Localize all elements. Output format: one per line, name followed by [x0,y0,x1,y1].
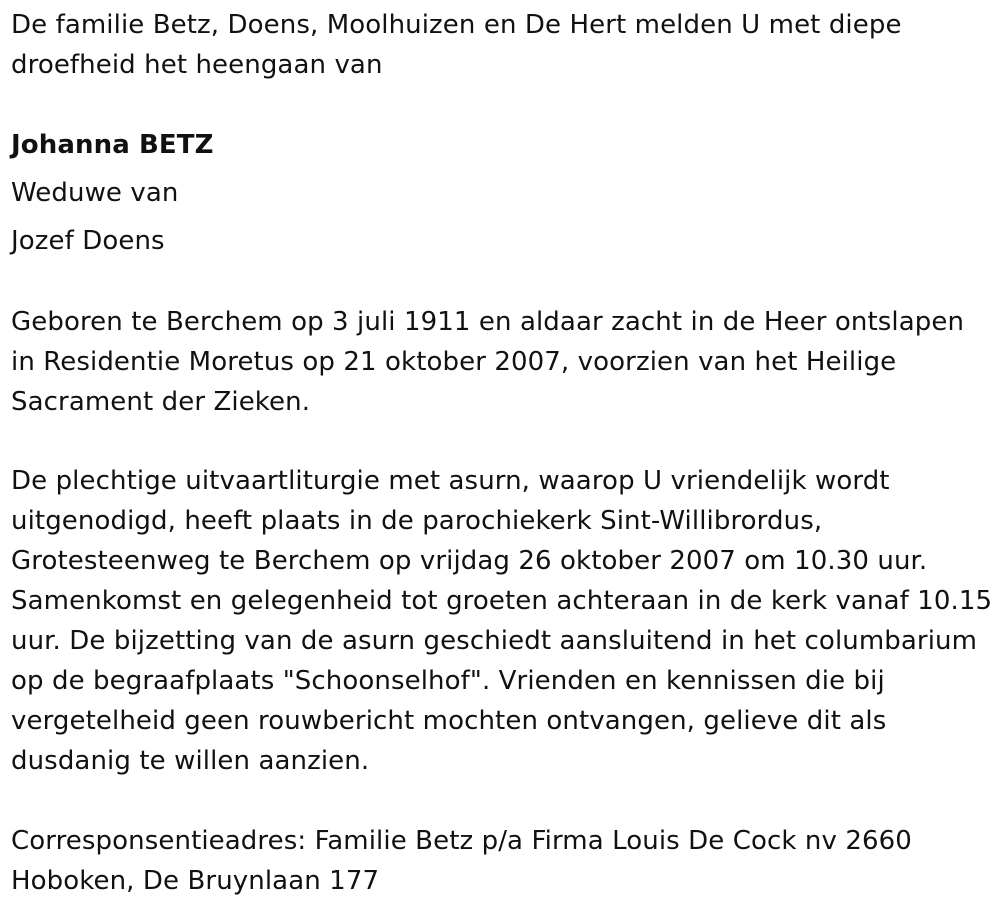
widow-of-label: Weduwe van [11,178,179,208]
deceased-name: Johanna BETZ [11,130,214,160]
birth-death-paragraph: Geboren te Berchem op 3 juli 1911 en aldaar zacht in de Heer ontslapen in Residentie Moretus op 21 oktober 2007, voorzien van het Heilige Sacrament der Zieken. [11,307,965,417]
intro-paragraph: De familie Betz, Doens, Moolhuizen en De Hert melden U met diepe droefheid het heengaan van [11,10,902,80]
spouse-name: Jozef Doens [11,226,165,256]
funeral-paragraph: De plechtige uitvaartliturgie met asurn, waarop U vriendelijk wordt uitgenodigd, heeft plaats in de parochiekerk Sint-Willibrordus, Grotesteenweg te Berchem op vrijdag 26 oktober 2007 om 10.30 uur. Samenkomst en gelegenheid tot groeten achteraan in de kerk vanaf 10.15 uur. De bijzetting van de asurn geschiedt aansluitend in het columbarium op de begraafplaats "Schoonselhof". Vrienden en kennissen die bij vergetelheid geen rouwbericht mochten ontvangen, gelieve dit als dusdanig te willen aanzien. [11,466,993,776]
correspondence-address: Corresponsentieadres: Familie Betz p/a Firma Louis De Cock nv 2660 Hoboken, De Bruynlaan 177 [11,826,912,896]
